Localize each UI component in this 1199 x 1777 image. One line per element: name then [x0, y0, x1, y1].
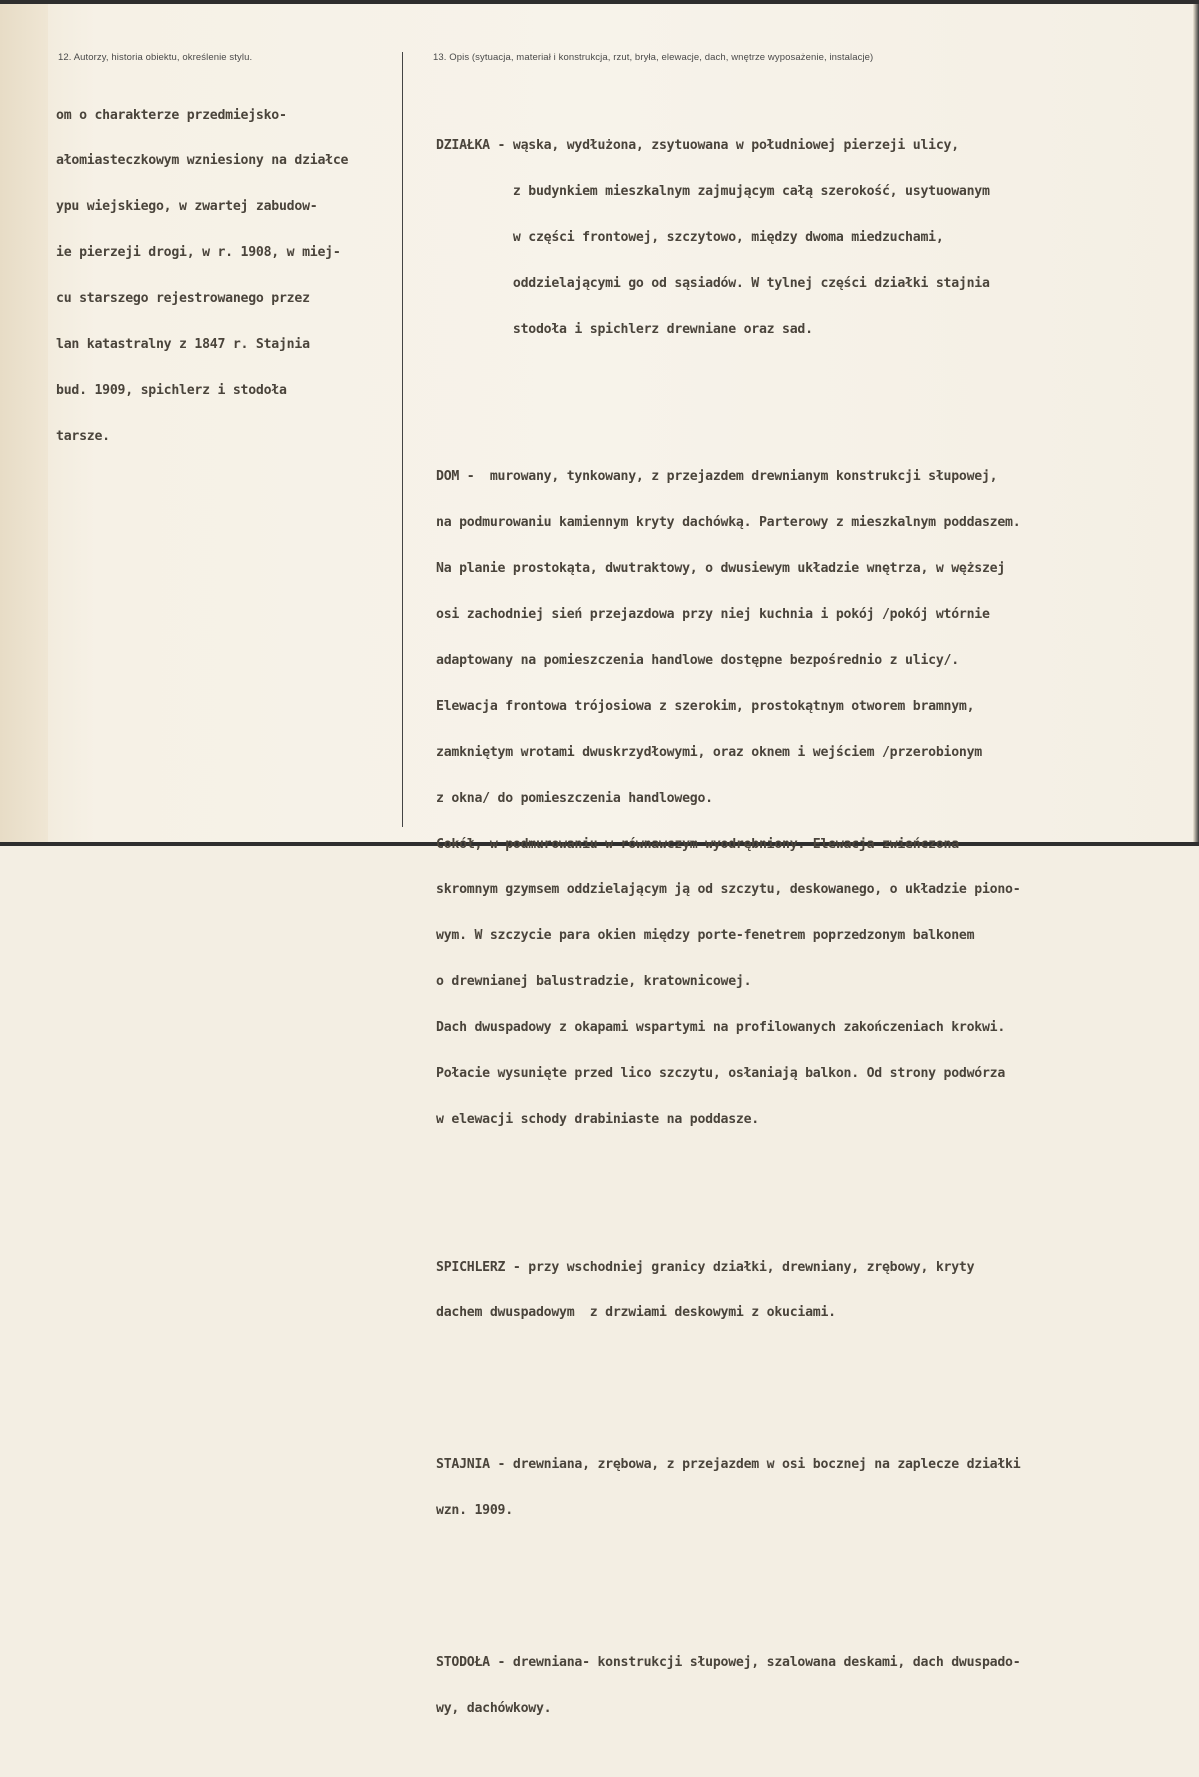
history-line: tarsze.	[56, 428, 110, 444]
top-border	[0, 0, 1199, 4]
description-line: STAJNIA - drewniana, zrębowa, z przejazdem w osi bocznej na zaplecze działki	[436, 1457, 1021, 1473]
history-line: bud. 1909, spichlerz i stodoła	[56, 382, 287, 398]
description-line: DOM - murowany, tynkowany, z przejazdem drewnianym konstrukcji słupowej,	[436, 469, 998, 485]
description-line: Cokół, w podmurowaniu w równawczym wyodrębniony. Elewacja zwieńczona	[436, 836, 959, 852]
house-paragraph	[436, 439, 1020, 1158]
description-line: osi zachodniej sień przejazdowa przy niej kuchnia i pokój /pokój wtórnie	[436, 607, 990, 623]
history-line: om o charakterze przedmiejsko-	[56, 107, 287, 123]
barn-paragraph	[436, 1624, 1020, 1746]
history-line: ypu wiejskiego, w zwartej zabudow-	[56, 199, 318, 215]
description-line: stodoła i spichlerz drewniane oraz sad.	[436, 321, 813, 337]
description-line: o drewnianej balustradzie, kratownicowej.	[436, 974, 752, 990]
description-line: z okna/ do pomieszczenia handlowego.	[436, 790, 713, 806]
description-line: w części frontowej, szczytowo, między dwoma miedzuchami,	[436, 229, 944, 245]
history-line: ałomiasteczkowym wzniesiony na działce	[56, 153, 349, 169]
stable-paragraph	[436, 1427, 1020, 1549]
history-line: cu starszego rejestrowanego przez	[56, 291, 310, 307]
column-divider	[402, 52, 403, 827]
section-12-heading: 12. Autorzy, historia obiektu, określenie stylu.	[58, 52, 253, 63]
description-line: na podmurowaniu kamiennym kryty dachówką. Parterowy z mieszkalnym poddaszem.	[436, 515, 1021, 531]
description-line: oddzielającymi go od sąsiadów. W tylnej części działki stajnia	[436, 275, 990, 291]
description-line: SPICHLERZ - przy wschodniej granicy działki, drewniany, zrębowy, kryty	[436, 1259, 975, 1275]
history-text	[56, 77, 348, 475]
parcel-paragraph	[436, 108, 1020, 368]
history-line: ie pierzeji drogi, w r. 1908, w miej-	[56, 245, 341, 261]
description-line: zamkniętym wrotami dwuskrzydłowymi, oraz oknem i wejściem /przerobionym	[436, 744, 982, 760]
description-text	[436, 77, 1020, 1777]
description-line: wy, dachówkowy.	[436, 1700, 552, 1716]
description-line: STODOŁA - drewniana- konstrukcji słupowej, szalowana deskami, dach dwuspado-	[436, 1654, 1021, 1670]
left-paper-edge	[0, 0, 48, 846]
granary-paragraph	[436, 1229, 1020, 1351]
description-line: Na planie prostokąta, dwutraktowy, o dwusiewym układzie wnętrza, w węższej	[436, 561, 1006, 577]
description-line: DZIAŁKA - wąska, wydłużona, zsytuowana w południowej pierzeji ulicy,	[436, 138, 959, 154]
description-line: wym. W szczycie para okien między porte-fenetrem poprzedzonym balkonem	[436, 928, 975, 944]
description-line: w elewacji schody drabiniaste na poddasze.	[436, 1111, 759, 1127]
description-line: Elewacja frontowa trójosiowa z szerokim, prostokątnym otworem bramnym,	[436, 698, 975, 714]
description-line: adaptowany na pomieszczenia handlowe dostępne bezpośrednio z ulicy/.	[436, 652, 959, 668]
description-line: Połacie wysunięte przed lico szczytu, osłaniają balkon. Od strony podwórza	[436, 1066, 1006, 1081]
description-line: dachem dwuspadowym z drzwiami deskowymi z okuciami.	[436, 1305, 836, 1321]
description-line: Dach dwuspadowy z okapami wspartymi na profilowanych zakończeniach krokwi.	[436, 1020, 1006, 1036]
history-line: lan katastralny z 1847 r. Stajnia	[56, 337, 310, 353]
description-line: wzn. 1909.	[436, 1503, 513, 1519]
section-13-heading: 13. Opis (sytuacja, materiał i konstrukcja, rzut, bryła, elewacje, dach, wnętrze wyposażenie, instalacje)	[433, 52, 874, 63]
description-line: skromnym gzymsem oddzielającym ją od szczytu, deskowanego, o układzie piono-	[436, 882, 1021, 898]
description-line: z budynkiem mieszkalnym zajmującym całą szerokość, usytuowanym	[436, 184, 990, 200]
right-paper-edge	[1193, 0, 1199, 846]
